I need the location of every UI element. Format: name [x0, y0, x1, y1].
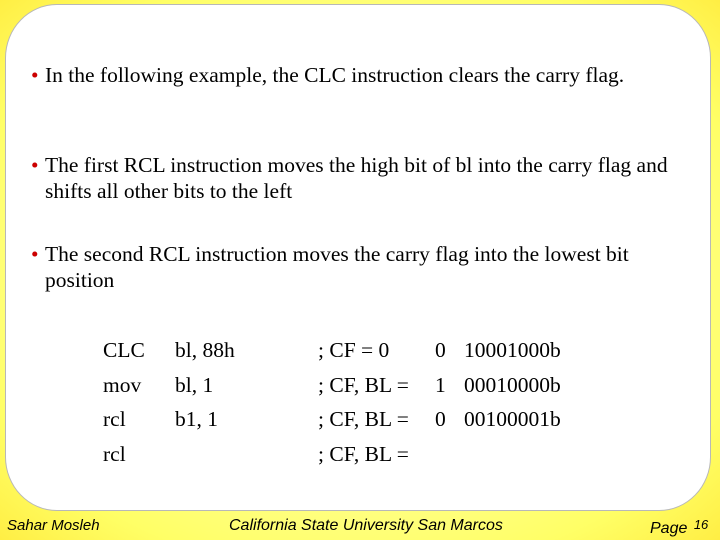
code-opcode: rcl — [103, 441, 126, 466]
bullet-text: In the following example, the CLC instruction clears the carry flag. — [45, 63, 625, 87]
footer-page — [650, 517, 708, 537]
bullet-dot: • — [31, 63, 39, 87]
code-operands — [175, 333, 235, 437]
bullet-dot: • — [31, 153, 39, 177]
footer-institution: California State University San Marcos — [229, 517, 503, 534]
code-opcode: CLC — [103, 338, 145, 362]
code-carry-bit: 0 — [435, 338, 446, 362]
code-binary: 00100001b — [464, 407, 561, 431]
code-carry-bit: 1 — [435, 372, 446, 397]
footer-author: Sahar Mosleh — [7, 517, 100, 534]
bullet-item — [31, 62, 691, 88]
bullet-dot: • — [31, 242, 39, 266]
code-comment: ; CF = 0 — [318, 338, 390, 362]
bullet-item — [31, 241, 691, 293]
code-comment: ; CF, BL = — [318, 441, 409, 466]
page-label: Page — [650, 520, 688, 537]
code-binary: 00010000b — [464, 372, 561, 397]
bullet-text: The second RCL instruction moves the carry flag into the lowest bit position — [45, 242, 629, 292]
code-opcode: rcl — [103, 407, 126, 431]
code-operand: b1, 1 — [175, 407, 218, 431]
code-carry-bit: 0 — [435, 407, 446, 431]
code-binary: 10001000b — [464, 338, 561, 362]
code-opcode: mov — [103, 372, 142, 397]
code-comments — [318, 333, 409, 471]
code-comment: ; CF, BL = — [318, 407, 409, 431]
code-carry-bits — [435, 333, 446, 437]
code-comment: ; CF, BL = — [318, 372, 409, 397]
code-operand: bl, 88h — [175, 338, 235, 362]
code-binary-values — [464, 333, 561, 437]
code-opcodes — [103, 333, 145, 471]
page-number: 16 — [693, 517, 709, 532]
code-operand: bl, 1 — [175, 372, 214, 397]
bullet-item — [31, 152, 691, 204]
bullet-text: The first RCL instruction moves the high bit of bl into the carry flag and shifts all other bits to the left — [45, 153, 668, 203]
